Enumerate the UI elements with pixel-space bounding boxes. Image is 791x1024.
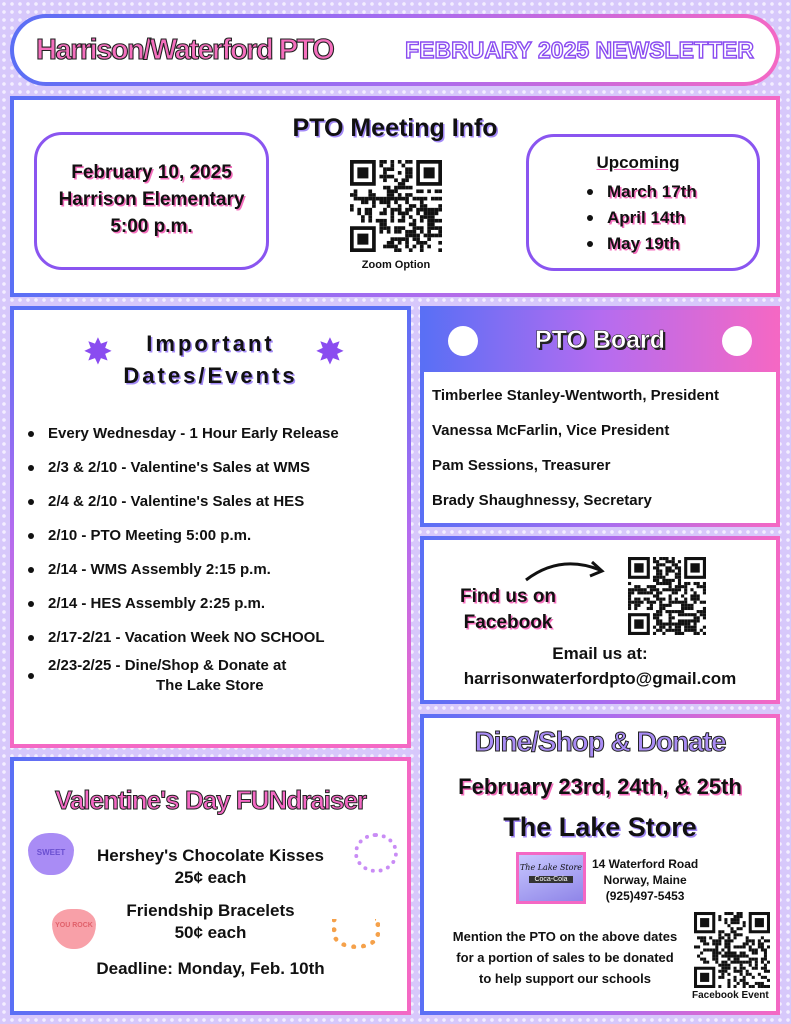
item-kisses-price: 25¢ each [174,868,247,887]
store-address-line2: Norway, Maine [603,873,687,887]
events-title-line1: Important [146,331,275,356]
store-photo: The Lake Store Coca-Cola [516,852,586,904]
dine-dates: February 23rd, 24th, & 25th [458,774,742,799]
upcoming-item: May 19th [585,231,757,257]
facebook-qr-code[interactable] [628,557,706,635]
circle-decoration [448,326,478,356]
event-item: 2/23-2/25 - Dine/Shop & Donate at The Lake Store [26,656,404,696]
store-address-line1: 14 Waterford Road [592,857,699,871]
you-rock-heart-icon: YOU ROCK [52,909,96,949]
order-deadline: Deadline: Monday, Feb. 10th [96,959,325,978]
event-item: 2/17-2/21 - Vacation Week NO SCHOOL [26,628,404,648]
board-header [424,310,776,372]
dine-shop-donate-section [420,714,780,1015]
events-list [26,424,404,710]
dine-title: Dine/Shop & Donate [474,726,726,757]
find-us-text: Find us on [460,586,557,607]
board-title: PTO Board [534,326,666,354]
starburst-icon: ✸ [314,331,346,372]
org-title: Harrison/Waterford PTO [36,33,334,66]
meeting-info-section [10,96,780,297]
facebook-event-caption: Facebook Event [692,990,769,1001]
valentine-title: Valentine's Day FUNdraiser [54,785,367,815]
event-item: 2/4 & 2/10 - Valentine's Sales at HES [26,492,404,512]
item-bracelets-price: 50¢ each [174,923,247,942]
item-kisses-name: Hershey's Chocolate Kisses [96,846,325,865]
zoom-qr-caption: Zoom Option [361,259,431,271]
donation-note: to help support our schools [479,971,651,986]
newsletter-title: FEBRUARY 2025 NEWSLETTER [405,36,754,63]
event-item: 2/10 - PTO Meeting 5:00 p.m. [26,526,404,546]
board-member: Brady Shaughnessy, Secretary [432,492,652,509]
facebook-text[interactable]: Facebook [463,612,553,633]
board-member: Vanessa McFarlin, Vice President [432,422,670,439]
valentine-fundraiser-section [10,757,411,1015]
meeting-location: Harrison Elementary [58,189,245,210]
curved-arrow-icon [522,554,608,584]
contact-section [420,536,780,704]
upcoming-title: Upcoming [596,153,680,172]
events-title-line2: Dates/Events [123,363,298,388]
event-item: 2/14 - HES Assembly 2:25 p.m. [26,594,404,614]
store-phone: (925)497-5453 [605,889,685,903]
event-item-continued: The Lake Store [156,677,264,694]
upcoming-meetings [526,134,760,271]
event-item: 2/3 & 2/10 - Valentine's Sales at WMS [26,458,404,478]
important-dates-section [10,306,411,748]
upcoming-item: April 14th [585,205,757,231]
newsletter-header [10,14,780,86]
donation-note: Mention the PTO on the above dates [452,929,678,944]
starburst-icon: ✸ [82,331,114,372]
event-item: Every Wednesday - 1 Hour Early Release [26,424,404,444]
board-member: Pam Sessions, Treasurer [432,457,611,474]
event-item: 2/14 - WMS Assembly 2:15 p.m. [26,560,404,580]
zoom-qr-code[interactable] [350,160,442,252]
meeting-time: 5:00 p.m. [110,216,193,237]
sweet-heart-icon: SWEET [28,833,74,875]
store-name: The Lake Store [503,812,697,842]
meeting-details [34,132,269,270]
pto-board-section [420,306,780,527]
email-address[interactable]: harrisonwaterfordpto@gmail.com [463,669,737,688]
upcoming-item: March 17th [585,179,757,205]
item-bracelets-name: Friendship Bracelets [126,901,295,920]
meeting-title: PTO Meeting Info [292,114,498,142]
donation-note: for a portion of sales to be donated [456,950,674,965]
circle-decoration [722,326,752,356]
board-member: Timberlee Stanley-Wentworth, President [432,387,720,404]
facebook-event-qr-code[interactable] [694,912,770,988]
meeting-date: February 10, 2025 [71,162,232,183]
email-label: Email us at: [552,644,648,663]
